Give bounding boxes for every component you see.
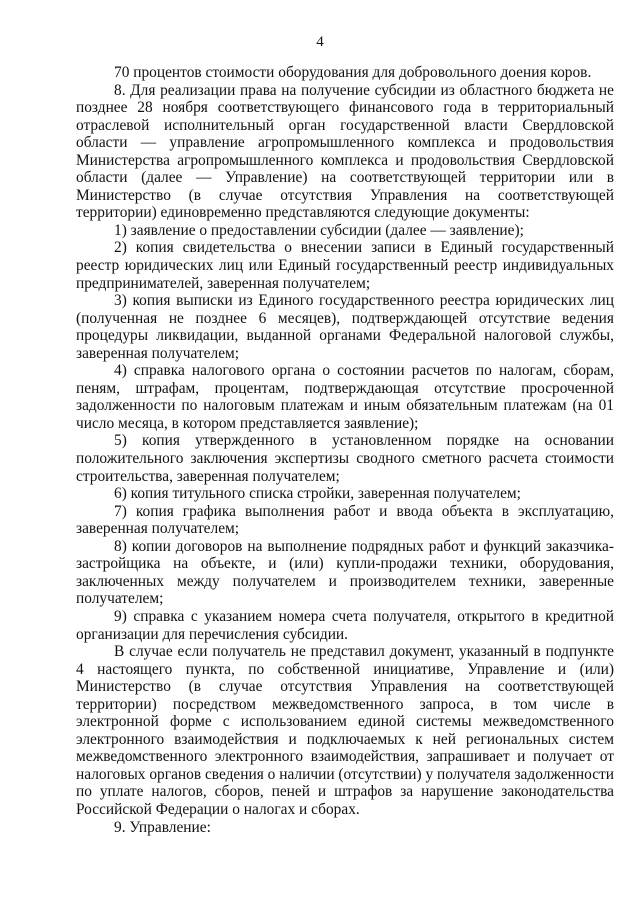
paragraph-cow-milking: 70 процентов стоимости оборудования для добровольного доения коров.: [114, 64, 592, 81]
list-item-5: 5) копия утвержденного в установленном порядке на основании положительного заключения экспертизы сводного сметного расчета стоимости строительства, заверенная получателем;: [76, 432, 614, 485]
list-item-6: 6) копия титульного списка стройки, заверенная получателем;: [114, 485, 521, 503]
paragraph-item-9-heading: 9. Управление:: [114, 818, 211, 836]
list-item-8: 8) копии договоров на выполнение подрядных работ и функций заказчика-застройщика на объекте, и (или) купли-продажи техники, оборудования, заключенных между получателем и производителем техники, заверенные получателем;: [76, 537, 614, 608]
list-item-3: 3) копия выписки из Единого государственного реестра юридических лиц (полученная не позднее 6 месяцев), подтверждающей отсутствие ведения процедуры ликвидации, выданной органами Федеральной налоговой службы, заверенная получателем;: [76, 292, 614, 362]
page-number: 4: [316, 34, 324, 50]
list-item-2: 2) копия свидетельства о внесении записи в Единый государственный реестр юридических лиц или Единый государственный реестр индивидуальных предпринимателей, заверенная получателем;: [76, 239, 614, 292]
paragraph-interagency-request: В случае если получатель не представил документ, указанный в подпункте 4 настоящего пункта, по собственной инициативе, Управление и (или) Министерство (в случае отсутствия Управления на соответствующей территории) посредством межведомственного запроса, в том числе в электронной форме с использованием единой системы межведомственного электронного взаимодействия и подключаемых к ней региональных систем межведомственного электронного взаимодействия, запрашивает и получает от налоговых органов сведения о наличии (отсутствии) у получателя задолженности по уплате налогов, сборов, пеней и штрафов за нарушение законодательства Российской Федерации о налогах и сборах.: [76, 643, 614, 818]
list-item-1: 1) заявление о предоставлении субсидии (далее — заявление);: [114, 221, 524, 239]
list-item-9: 9) справка с указанием номера счета получателя, открытого в кредитной организации для перечисления субсидии.: [76, 607, 614, 643]
list-item-7: 7) копия графика выполнения работ и ввода объекта в эксплуатацию, заверенная получателем;: [76, 502, 614, 538]
paragraph-item-8: 8. Для реализации права на получение субсидии из областного бюджета не позднее 28 ноября соответствующего финансового года в территориальный отраслевой исполнительный орган государственной власти Свердловской области — управление агропромышленного комплекса и продовольствия Министерства агропромышленного комплекса и продовольствия Свердловской области (далее — Управление) на соответствующей территории или в Министерство (в случае отсутствия Управления на соответствующей территории) единовременно представляются следующие документы:: [76, 81, 614, 222]
list-item-4: 4) справка налогового органа о состоянии расчетов по налогам, сборам, пеням, штрафам, процентам, подтверждающая отсутствие просроченной задолженности по налоговым платежам и иным обязательным платежам (на 01 число месяца, в котором представляется заявление);: [76, 362, 614, 432]
document-body: [76, 64, 614, 836]
